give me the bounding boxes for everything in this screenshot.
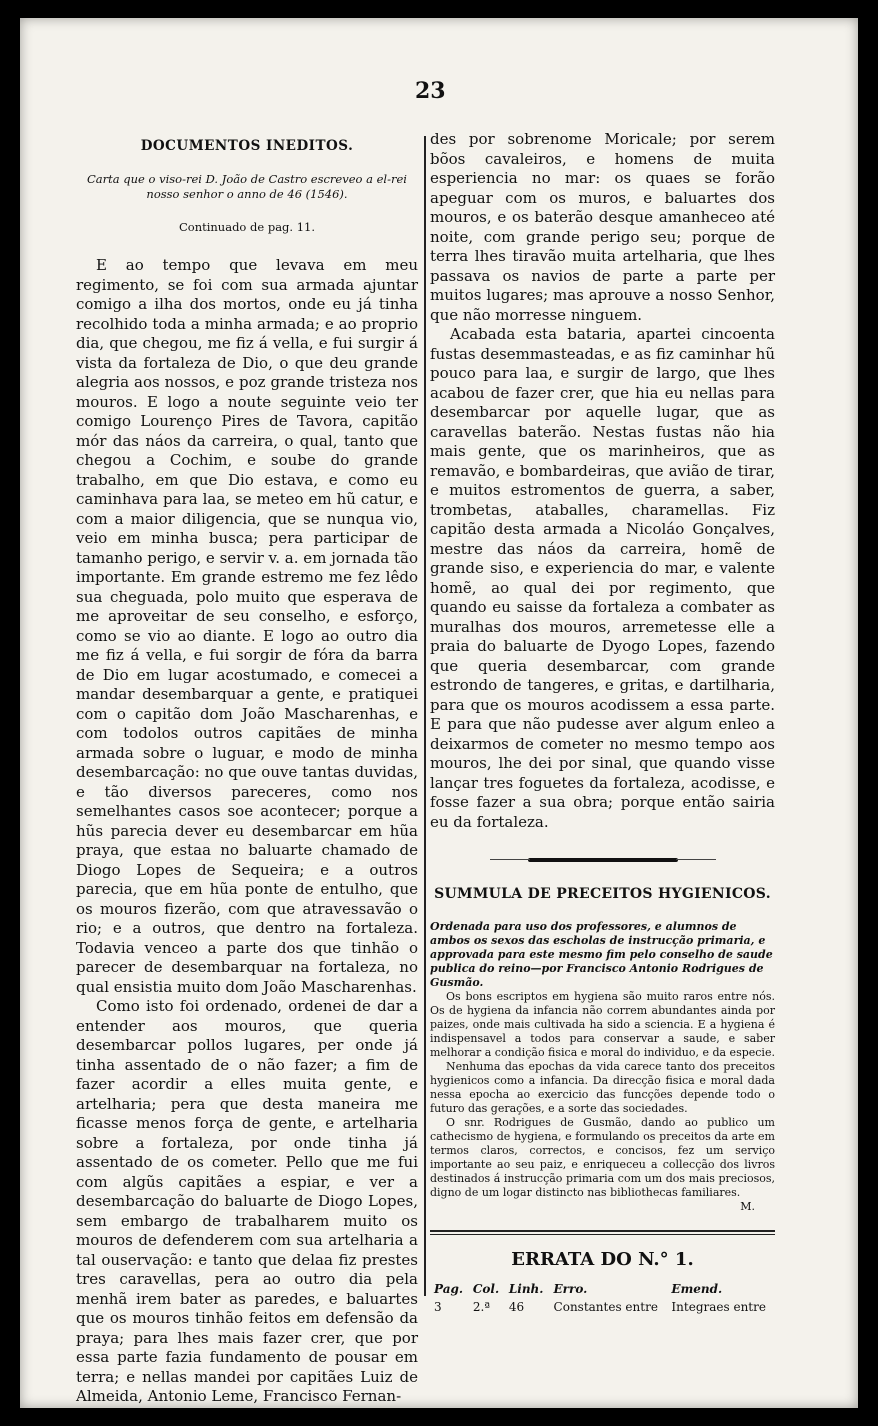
double-rule-top <box>430 1230 775 1232</box>
errata-header: Col. <box>472 1282 500 1296</box>
paragraph: Nenhuma das epochas da vida carece tanto dos preceitos hygienicos como a infancia. Da direcção fisica e moral dada nessa epocha ao exercicio das funcções depende todo o futuro das gerações, e a sorte das sociedades. <box>430 1060 775 1115</box>
errata-cell: 46 <box>508 1300 525 1314</box>
errata-cell: Constantes entre <box>553 1300 658 1314</box>
errata-header-row <box>430 1280 775 1298</box>
errata-cell: 2.ª <box>472 1300 491 1314</box>
paragraph: Os bons escriptos em hygiena são muito raros entre nós. Os de hygiena da infancia não correm abundantes ainda por paizes, onde mais cultivada ha sido a sciencia. E a hygiena é indispensavel a todos para conservar a saude, e saber melhorar a condição fisica e moral do individuo, e da especie. <box>430 990 775 1059</box>
errata-cell: Integraes entre <box>671 1300 766 1314</box>
paragraph: Como isto foi ordenado, ordenei de dar a entender aos mouros, que queria desembarcar pollos lugares, per onde já tinha assentado de o não fazer; a fim de fazer acordir a elles muita gente, e artelharia; pera que desta maneira me ficasse menos força de gente, e artelharia sobre a fortaleza, por onde tinha já assentado de os cometer. Pello que me fui com algũs capitães a espiar, e ver a desembarcação do baluarte de Diogo Lopes, sem embargo de trabalharem muito os mouros de defenderem com sua artelharia a tal ouservação: e tanto que delaa fiz prestes tres caravellas, pera ao outro dia pela menhã irem bater as paredes, e baluartes que os mouros tinhão feitos em defensão da praya; para lhes mais fazer crer, que por essa parte fazia fundamento de pousar em terra; e nellas mandei por capitães Luiz de Almeida, Antonio Leme, Francisco Fernan- <box>76 997 418 1405</box>
errata-header: Linh. <box>508 1282 544 1296</box>
summula-title: SUMMULA DE PRECEITOS HYGIENICOS. <box>434 886 771 902</box>
paragraph: O snr. Rodrigues de Gusmão, dando ao publico um cathecismo de hygiena, e formulando os preceitos da arte em termos claros, correctos, e concisos, fez um serviço importante ao seu paiz, e enriqueceu a collecção dos livros destinados á instrucção primaria com um dos mais preciosos, digno de um logar distincto nas bibliothecas familiares. <box>430 1116 775 1199</box>
signature: M. <box>740 1200 755 1213</box>
continued-note: Continuado de pag. 11. <box>178 220 316 234</box>
errata-row <box>430 1298 775 1316</box>
paragraph: Acabada esta bataria, apartei cincoenta fustas desemmasteadas, e as fiz caminhar hũ pouco para laa, e surgir de largo, que lhes acabou de fazer crer, que hia eu nellas para desembarcar por aquelle lugar, que as caravellas baterão. Nestas fustas não hia mais gente, que os marinheiros, que as remavão, e bombardeiras, que avião de tirar, e muitos estromentos de guerra, a saber, trombetas, ataballes, charamellas. Fiz capitão desta armada a Nicoláo Gonçalves, mestre das náos da carreira, homẽ de grande siso, e experiencia do mar, e valente homẽ, ao qual dei por regimento, que quando eu saisse da fortaleza a combater as muralhas dos mouros, arremetesse elle a praia do baluarte de Dyogo Lopes, fazendo que queria desembarcar, com grande estrondo de tangeres, e gritas, e dartilharia, para que os mouros acodissem a essa parte. E para que não pudesse aver algum enleo a deixarmos de cometer no mesmo tempo aos mouros, lhe dei por sinal, que quando visse lançar tres foguetes da fortaleza, acodisse, e fosse fazer a sua obra; porque então sairia eu da fortaleza. <box>430 325 775 831</box>
summula-intro: Ordenada para uso dos professores, e alumnos de ambos os sexos das escholas de instrucção primaria, e approvada para este mesmo fim pelo conselho de saude publica do reino—por Francisco Antonio Rodrigues de Gusmão. <box>430 920 773 989</box>
paragraph: E ao tempo que levava em meu regimento, se foi com sua armada ajuntar comigo a ilha dos mortos, onde eu já tinha recolhido toda a minha armada; e ao proprio dia, que chegou, me fiz á vella, e fui surgir á vista da fortaleza de Dio, o que deu grande alegria aos nossos, e poz grande tristeza nos mouros. E logo a noute seguinte veio ter comigo Lourenço Pires de Tavora, capitão mór das náos da carreira, o qual, tanto que chegou a Cochim, e soube do grande trabalho, em que Dio estava, e como eu caminhava para laa, se meteo em hũ catur, e com a maior diligencia, que se nunqua vio, veio em minha busca; pera participar de tamanho perigo, e servir v. a. em jornada tão importante. Em grande estremo me fez lêdo sua cheguada, polo muito que esperava de me aproveitar de seu conselho, e esforço, como se vio ao diante. E logo ao outro dia me fiz á vella, e fui sorgir de fóra da barra de Dio em lugar acostumado, e comecei a mandar desembarquar a gente, e pratiquei com o capitão dom João Mascharenhas, e com todolos outros capitães de minha armada sobre o luguar, e modo de minha desembarcação: no que ouve tantas duvidas, e tão diversos pareceres, como nos semelhantes casos soe acontecer; porque a hũs parecia dever eu desembarcar em hũa praya, que estaa no baluarte chamado de Diogo Lopes de Sequeira; e a outros parecia, que em hũa ponte de entulho, que os mouros fizerão, com que atravessavão o rio; e a outros, que dentro na fortaleza. Todavia venceo a parte dos que tinhão o parecer de desembarquar na fortaleza, no qual ensistia muito dom João Mascharenhas. <box>76 256 418 996</box>
double-rule-bottom <box>430 1234 775 1235</box>
errata-header: Erro. <box>553 1282 588 1296</box>
article-body-continued <box>430 130 775 832</box>
ornamental-rule <box>528 858 678 862</box>
errata-table <box>430 1280 775 1316</box>
errata-cell: 3 <box>434 1300 442 1314</box>
article-body <box>76 256 418 1407</box>
page-number: 23 <box>415 78 446 104</box>
errata-header: Emend. <box>671 1282 723 1296</box>
errata-header: Pag. <box>434 1282 464 1296</box>
summula-body <box>430 990 775 1214</box>
left-column <box>76 130 418 1407</box>
column-divider <box>424 136 426 1296</box>
errata-title: ERRATA DO N.° 1. <box>511 1249 694 1270</box>
letter-subtitle: Carta que o viso-rei D. João de Castro escreveo a el-rei nosso senhor o anno de 46 (1546). <box>87 172 407 201</box>
section-heading: DOCUMENTOS INEDITOS. <box>140 138 354 154</box>
newspaper-page <box>20 18 858 1408</box>
right-column <box>430 130 775 1316</box>
paragraph: des por sobrenome Moricale; por serem bõos cavaleiros, e homens de muita esperiencia no mar: os quaes se forão apeguar com os muros, e baluartes dos mouros, e os baterão desque amanheceo até noite, com grande perigo seu; porque de terra lhes tiravão muita artelharia, que lhes passava os navios de parte a parte per muitos lugares; mas aprouve a nosso Senhor, que não morresse ninguem. <box>430 130 775 324</box>
